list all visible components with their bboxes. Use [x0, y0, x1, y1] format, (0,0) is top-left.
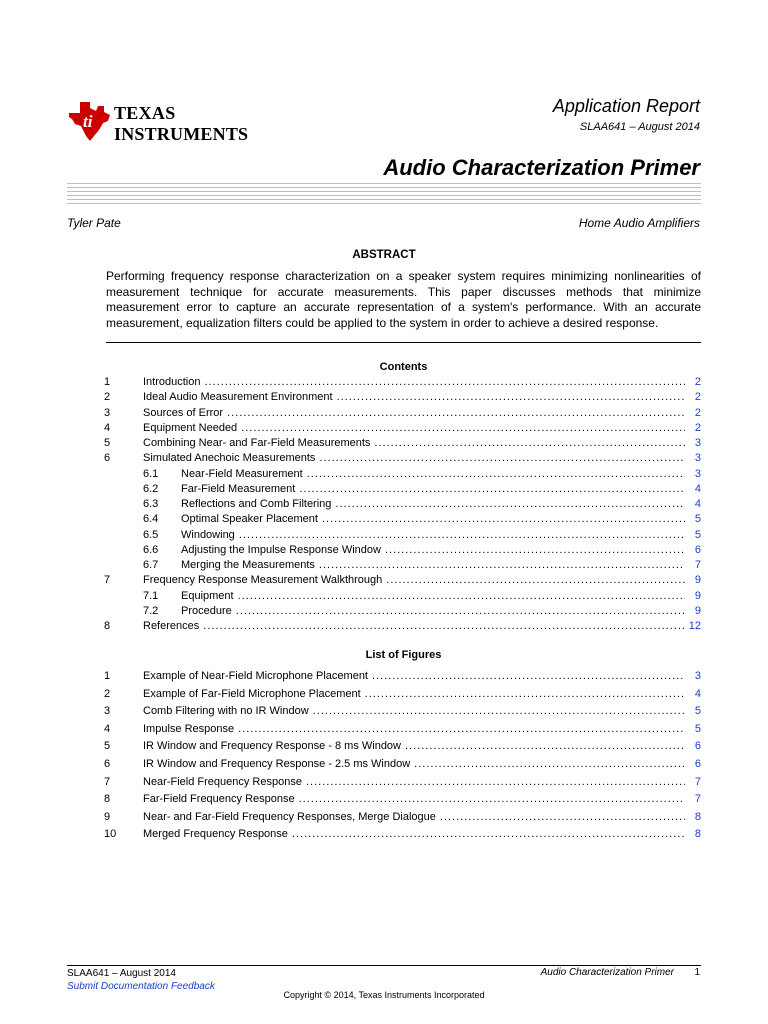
figure-number: 4	[104, 722, 111, 735]
toc-leader-dots	[241, 421, 685, 436]
toc-entry-title[interactable]: Merging the Measurements	[181, 559, 315, 571]
toc-entry-line	[143, 589, 701, 604]
footer-title: Audio Characterization Primer	[540, 967, 674, 978]
contents-heading: Contents	[379, 361, 428, 373]
toc-entry-line	[143, 604, 701, 619]
toc-leader-dots	[227, 406, 685, 421]
toc-entry-title[interactable]: Near-Field Measurement	[181, 467, 303, 480]
toc-entry-title[interactable]: Simulated Anechoic Measurements	[143, 452, 316, 465]
toc-entry-line	[143, 390, 701, 405]
figure-page-link[interactable]: 8	[694, 810, 701, 823]
toc-entry-line	[143, 482, 701, 497]
figure-entry[interactable]	[100, 774, 701, 792]
toc-entry[interactable]	[100, 573, 701, 588]
figure-number: 8	[104, 793, 111, 806]
toc-entry-line	[143, 451, 701, 466]
toc-leader-dots	[337, 390, 685, 405]
figure-leader-dots	[405, 738, 685, 756]
report-type: Application Report	[552, 96, 700, 116]
toc-entry[interactable]	[100, 390, 701, 405]
toc-entry-title[interactable]: Combining Near- and Far-Field Measurements	[143, 437, 371, 449]
abstract-body: Performing frequency response characterization on a speaker system requires minimizing nonlinearities of measurement technique for accurate measurements. This paper discusses methods that minimize measurement error to capture an accurate representation of a system's performance. With an accurate measurement, equalization filters could be applied to the system in order to achieve a desired response.	[106, 269, 701, 330]
svg-text:ti: ti	[83, 112, 93, 131]
toc-leader-dots	[204, 375, 685, 390]
toc-entry-line	[143, 421, 701, 436]
toc-entry[interactable]	[100, 604, 701, 619]
toc-page-link[interactable]: 4	[694, 498, 701, 510]
toc-entry[interactable]	[100, 528, 701, 543]
figure-entry-line	[143, 774, 701, 792]
figure-title[interactable]: Merged Frequency Response	[143, 828, 288, 841]
toc-entry-line	[143, 375, 701, 390]
toc-entry[interactable]	[100, 558, 701, 573]
figure-page-link[interactable]: 4	[694, 687, 701, 700]
figure-entry[interactable]	[100, 756, 701, 774]
contents-list	[100, 375, 701, 634]
figure-entry-line	[143, 826, 701, 844]
toc-page-link[interactable]: 7	[694, 559, 701, 571]
figure-number: 7	[104, 775, 111, 788]
toc-entry[interactable]	[100, 482, 701, 497]
toc-entry-line	[143, 467, 701, 482]
toc-page-link[interactable]: 5	[694, 528, 701, 541]
toc-entry-title[interactable]: Frequency Response Measurement Walkthrough	[143, 574, 383, 587]
toc-entry-line	[143, 543, 701, 558]
footer-page-number: 1	[694, 967, 700, 978]
figure-page-link[interactable]: 5	[694, 705, 701, 718]
toc-page-link[interactable]: 3	[694, 452, 701, 465]
toc-entry-subnumber: 6.5	[143, 528, 159, 541]
toc-entry-number: 5	[104, 437, 111, 449]
figure-number: 1	[104, 670, 111, 682]
figure-title[interactable]: IR Window and Frequency Response - 2.5 ms Window	[143, 757, 411, 770]
toc-leader-dots	[203, 619, 684, 634]
figure-leader-dots	[292, 826, 685, 844]
toc-entry-title[interactable]: Optimal Speaker Placement	[181, 513, 318, 526]
figure-number: 2	[104, 687, 111, 700]
toc-entry-title[interactable]: Procedure	[181, 604, 232, 617]
list-of-figures-heading: List of Figures	[365, 649, 442, 661]
toc-leader-dots	[236, 604, 685, 619]
section-divider	[106, 342, 701, 343]
toc-entry-subnumber: 6.6	[143, 543, 159, 556]
toc-page-link[interactable]: 2	[694, 376, 701, 388]
toc-entry-line	[143, 558, 701, 573]
document-title: Audio Characterization Primer	[383, 155, 700, 180]
figure-leader-dots	[372, 668, 685, 686]
toc-page-link[interactable]: 4	[694, 482, 701, 495]
figure-number: 3	[104, 705, 111, 718]
ti-logo	[66, 99, 266, 147]
toc-entry-number: 3	[104, 406, 111, 419]
toc-page-link[interactable]: 2	[694, 421, 701, 434]
abstract-heading: ABSTRACT	[352, 249, 416, 261]
footer-doc-id: SLAA641 – August 2014	[67, 968, 176, 979]
toc-entry[interactable]	[100, 451, 701, 466]
toc-entry[interactable]	[100, 406, 701, 421]
toc-leader-dots	[319, 451, 685, 466]
figure-entry-line	[143, 756, 701, 774]
figure-leader-dots	[238, 721, 685, 739]
figure-page-link[interactable]: 3	[694, 670, 701, 682]
figure-entry-line	[143, 703, 701, 721]
figure-entry-line	[143, 668, 701, 686]
figure-title[interactable]: Near- and Far-Field Frequency Responses, Merge Dialogue	[143, 810, 436, 823]
toc-entry-line	[143, 573, 701, 588]
figure-leader-dots	[440, 809, 685, 827]
toc-entry-subnumber: 6.2	[143, 482, 159, 495]
toc-page-link[interactable]: 12	[688, 620, 701, 632]
toc-entry-line	[143, 497, 701, 512]
logo-line-instruments: INSTRUMENTS	[114, 124, 249, 144]
toc-entry-title[interactable]: Sources of Error	[143, 406, 224, 419]
toc-entry[interactable]	[100, 497, 701, 512]
toc-leader-dots	[386, 573, 685, 588]
figure-entry[interactable]	[100, 686, 701, 704]
figure-entry[interactable]	[100, 703, 701, 721]
figure-page-link[interactable]: 5	[694, 722, 701, 735]
toc-leader-dots	[239, 528, 685, 543]
figure-number: 9	[104, 810, 111, 823]
toc-leader-dots	[335, 497, 685, 512]
figure-entry-line	[143, 721, 701, 739]
figure-entry[interactable]	[100, 791, 701, 809]
figure-leader-dots	[414, 756, 685, 774]
report-id: SLAA641 – August 2014	[579, 121, 700, 133]
toc-entry-title[interactable]: Introduction	[143, 376, 201, 388]
figure-number: 6	[104, 757, 111, 770]
logo-line-texas: TEXAS	[114, 103, 176, 123]
toc-entry-line	[143, 619, 701, 634]
toc-page-link[interactable]: 3	[694, 437, 701, 449]
toc-entry[interactable]	[100, 467, 701, 482]
toc-entry-subnumber: 6.1	[143, 467, 159, 480]
figure-entry-line	[143, 686, 701, 704]
figure-page-link[interactable]: 7	[694, 775, 701, 788]
toc-entry-title[interactable]: Equipment Needed	[143, 421, 238, 434]
toc-entry-subnumber: 6.4	[143, 513, 159, 526]
figure-page-link[interactable]: 6	[694, 757, 701, 770]
figure-page-link[interactable]: 6	[694, 740, 701, 753]
toc-entry[interactable]	[100, 436, 701, 451]
figure-entry[interactable]	[100, 721, 701, 739]
toc-entry-title[interactable]: Windowing	[181, 528, 235, 541]
toc-entry[interactable]	[100, 589, 701, 604]
document-category: Home Audio Amplifiers	[578, 216, 700, 230]
figure-title[interactable]: Impulse Response	[143, 722, 235, 735]
toc-entry[interactable]	[100, 375, 701, 390]
figure-title[interactable]: Comb Filtering with no IR Window	[143, 705, 309, 718]
figure-entry[interactable]	[100, 668, 701, 686]
toc-entry-subnumber: 7.2	[143, 604, 159, 617]
logo-wordmark	[114, 104, 248, 143]
figure-title[interactable]: IR Window and Frequency Response - 8 ms Window	[143, 740, 401, 753]
figure-page-link[interactable]: 8	[694, 828, 701, 841]
toc-entry-line	[143, 528, 701, 543]
toc-page-link[interactable]: 6	[694, 543, 701, 556]
toc-page-link[interactable]: 9	[694, 574, 701, 587]
toc-entry-line	[143, 406, 701, 421]
toc-entry-title[interactable]: Far-Field Measurement	[181, 482, 296, 495]
figure-number: 10	[104, 828, 117, 841]
toc-entry-line	[143, 512, 701, 527]
copyright-notice: Copyright © 2014, Texas Instruments Incorporated	[283, 990, 485, 1000]
toc-page-link[interactable]: 5	[694, 513, 701, 526]
header-rule-band	[67, 183, 701, 205]
toc-leader-dots	[319, 558, 685, 573]
toc-entry-number: 2	[104, 391, 111, 404]
figure-leader-dots	[313, 703, 685, 721]
figure-entry[interactable]	[100, 738, 701, 756]
toc-entry-title[interactable]: References	[143, 620, 200, 632]
toc-entry-title[interactable]: Ideal Audio Measurement Environment	[143, 391, 333, 404]
toc-entry-subnumber: 6.3	[143, 498, 159, 510]
toc-entry-subnumber: 6.7	[143, 559, 159, 571]
submit-feedback-link[interactable]: Submit Documentation Feedback	[67, 981, 215, 992]
toc-leader-dots	[238, 589, 685, 604]
toc-leader-dots	[307, 467, 685, 482]
figure-entry-line	[143, 791, 701, 809]
toc-leader-dots	[374, 436, 685, 451]
figures-list	[100, 668, 701, 844]
toc-entry-number: 8	[104, 620, 111, 632]
figure-entry-line	[143, 809, 701, 827]
figure-title[interactable]: Example of Far-Field Microphone Placement	[143, 687, 361, 700]
toc-entry-number: 1	[104, 376, 111, 388]
toc-page-link[interactable]: 9	[694, 589, 701, 602]
toc-leader-dots	[385, 543, 685, 558]
toc-entry-title[interactable]: Equipment	[181, 589, 234, 602]
toc-page-link[interactable]: 3	[694, 467, 701, 480]
figure-leader-dots	[299, 791, 685, 809]
toc-entry-title[interactable]: Adjusting the Impulse Response Window	[181, 543, 381, 556]
toc-leader-dots	[322, 512, 685, 527]
ti-state-logo-icon	[66, 99, 112, 143]
figure-leader-dots	[365, 686, 685, 704]
toc-page-link[interactable]: 2	[694, 391, 701, 404]
figure-title[interactable]: Example of Near-Field Microphone Placement	[143, 670, 368, 682]
toc-page-link[interactable]: 2	[694, 406, 701, 419]
figure-entry[interactable]	[100, 809, 701, 827]
figure-number: 5	[104, 740, 111, 753]
figure-entry[interactable]	[100, 826, 701, 844]
toc-entry-title[interactable]: Reflections and Comb Filtering	[181, 498, 332, 510]
toc-entry[interactable]	[100, 512, 701, 527]
figure-entry-line	[143, 738, 701, 756]
toc-leader-dots	[299, 482, 685, 497]
toc-entry-number: 6	[104, 452, 111, 465]
toc-entry-line	[143, 436, 701, 451]
figure-title[interactable]: Near-Field Frequency Response	[143, 775, 302, 788]
toc-page-link[interactable]: 9	[694, 604, 701, 617]
toc-entry-subnumber: 7.1	[143, 589, 159, 602]
author-name: Tyler Pate	[67, 216, 121, 230]
toc-entry[interactable]	[100, 421, 701, 436]
footer-rule	[67, 965, 701, 966]
toc-entry[interactable]	[100, 543, 701, 558]
toc-entry-number: 4	[104, 421, 111, 434]
figure-title[interactable]: Far-Field Frequency Response	[143, 793, 295, 806]
figure-page-link[interactable]: 7	[694, 793, 701, 806]
toc-entry[interactable]	[100, 619, 701, 634]
toc-entry-number: 7	[104, 574, 111, 587]
figure-leader-dots	[306, 774, 685, 792]
